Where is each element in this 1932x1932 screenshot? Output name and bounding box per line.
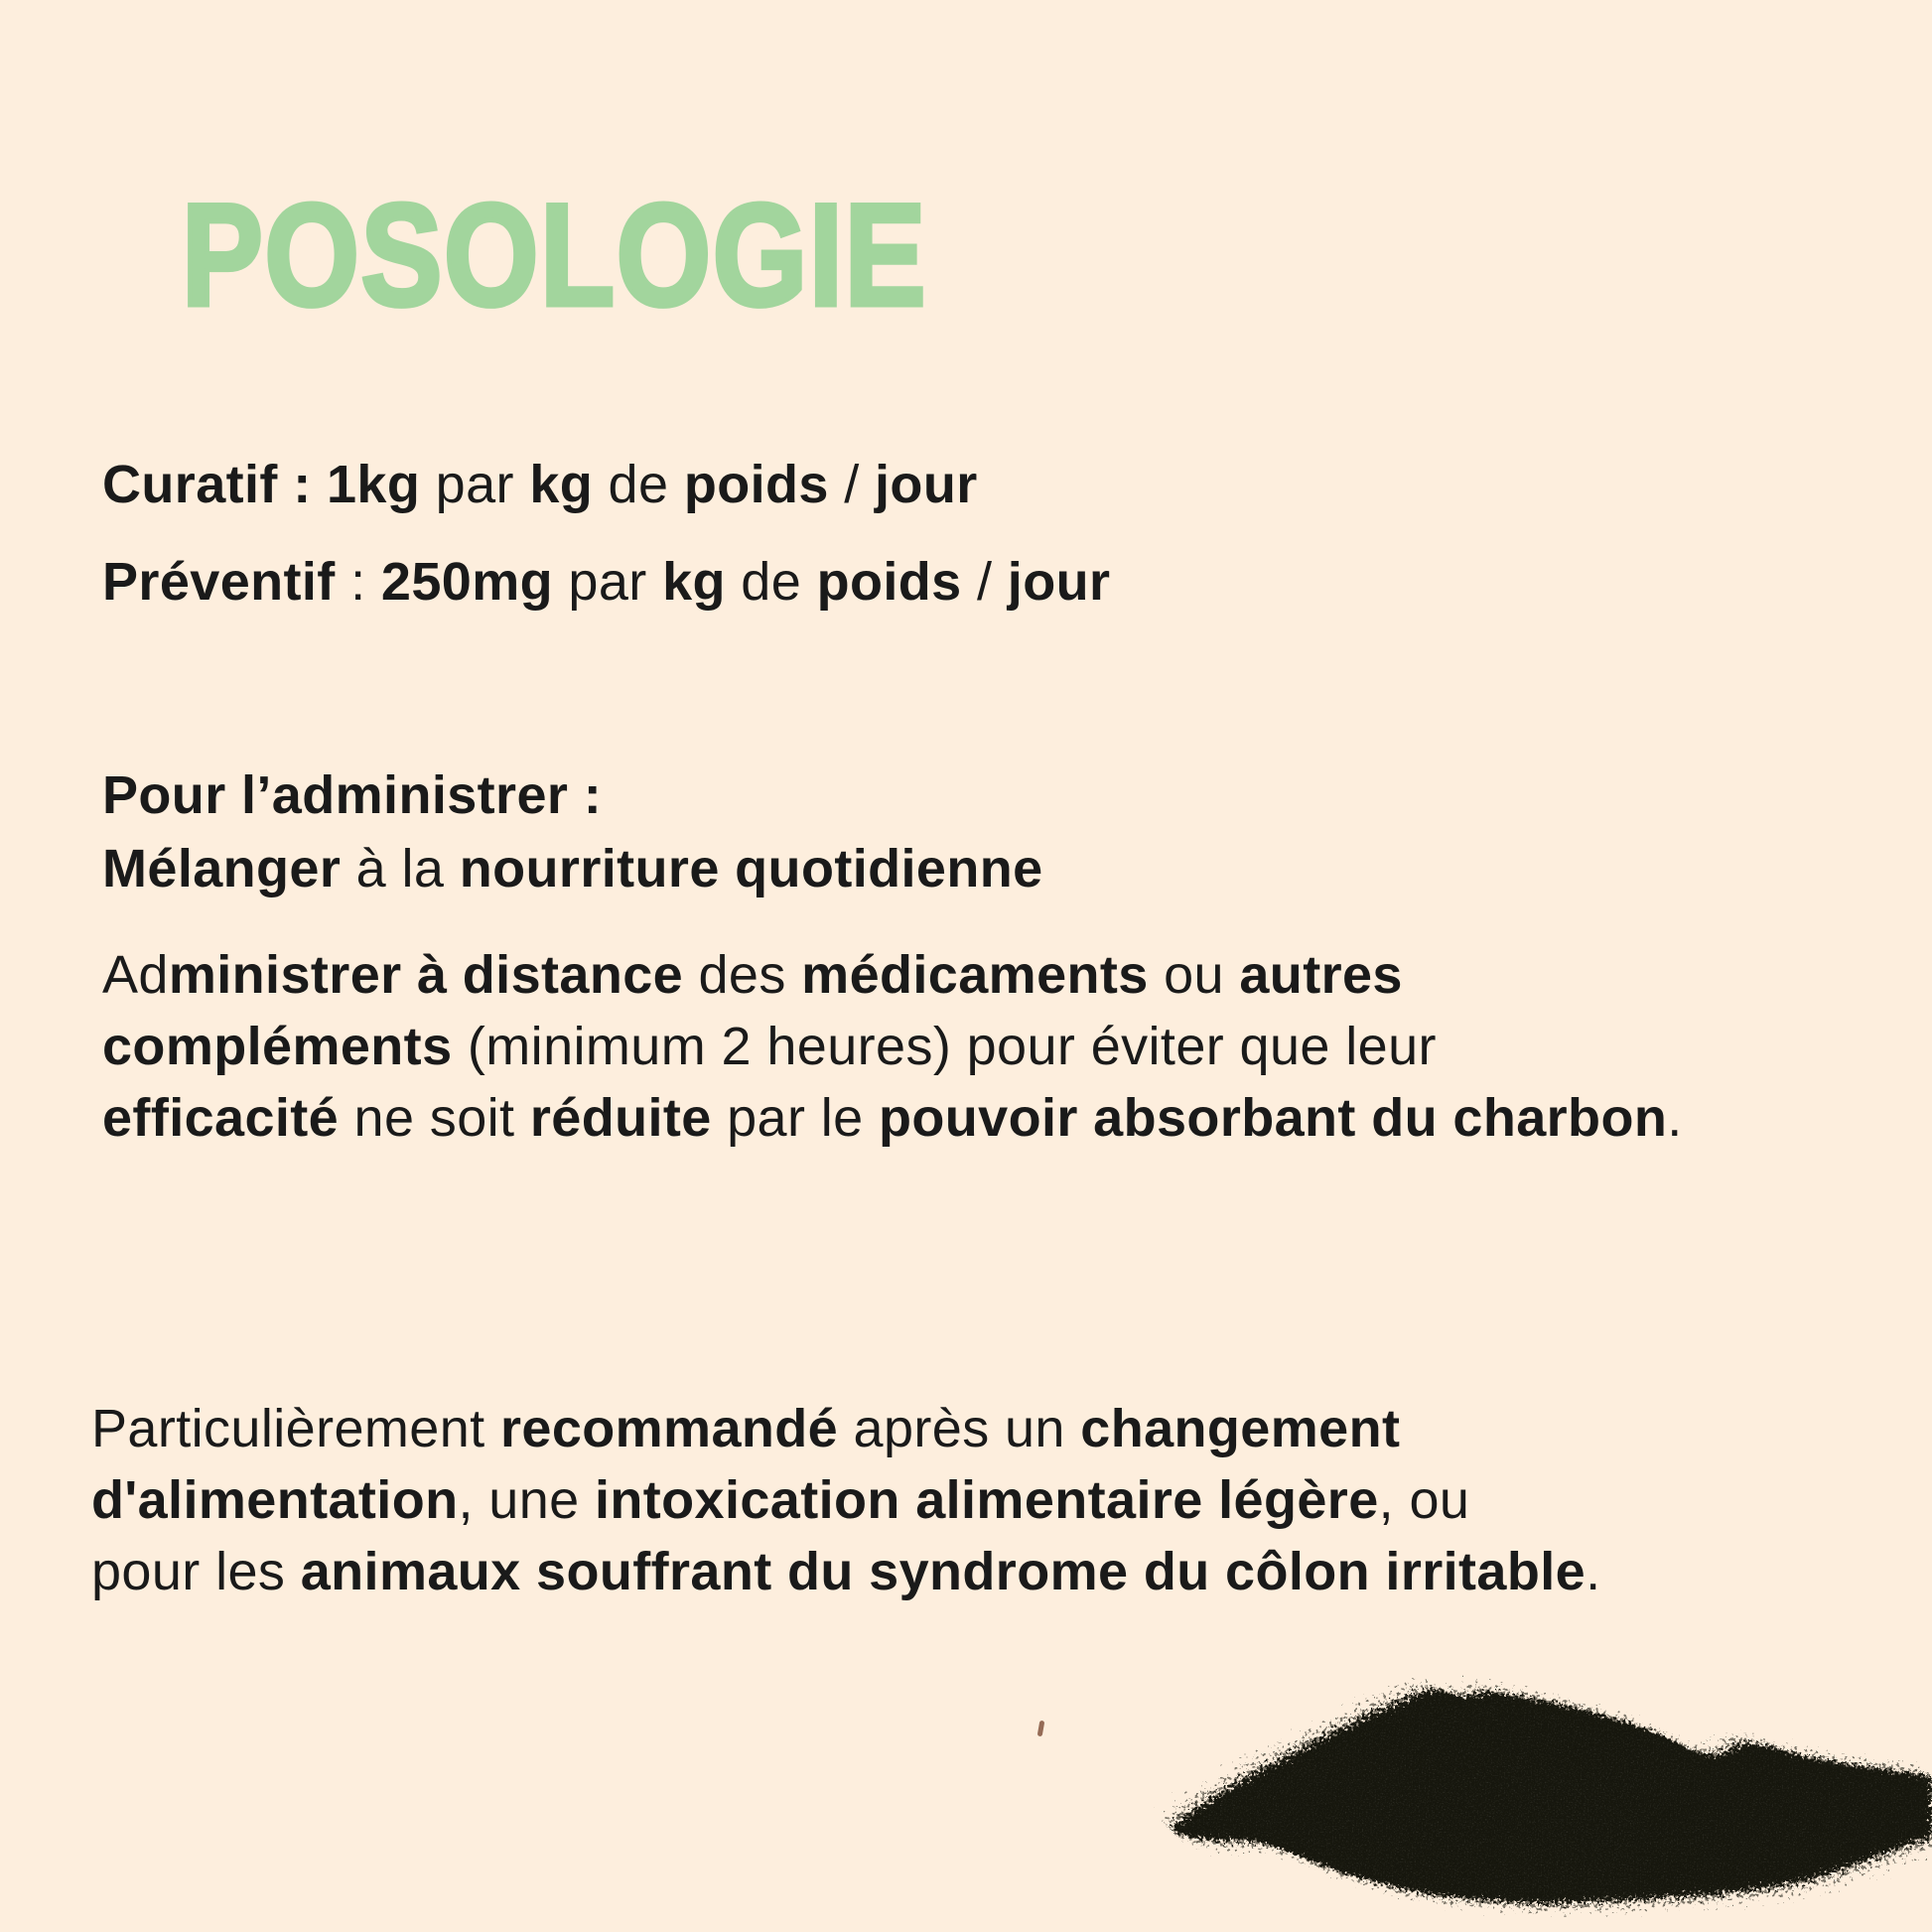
dosage-preventif-line: Préventif : 250mg par kg de poids / jour (102, 552, 1111, 612)
text-line: Mélanger à la nourriture quotidienne (102, 839, 1043, 898)
text-line: Pour l’administrer : (102, 765, 603, 825)
medication-spacing-paragraph (102, 939, 1683, 1154)
text-line: compléments (minimum 2 heures) pour éviter que leur (102, 1017, 1437, 1076)
text-line: efficacité ne soit réduite par le pouvoir absorbant du charbon. (102, 1088, 1683, 1148)
recommendation-paragraph (91, 1393, 1601, 1607)
text-line: Particulièrement recommandé après un changement (91, 1399, 1401, 1458)
dosage-curatif-line: Curatif : 1kg par kg de poids / jour (102, 455, 978, 514)
text-line: Administrer à distance des médicaments ou autres (102, 945, 1403, 1005)
charcoal-pile-image (1110, 1646, 1932, 1932)
dust-speck (1037, 1721, 1045, 1737)
text-line: pour les animaux souffrant du syndrome du côlon irritable. (91, 1542, 1601, 1601)
page-title: POSOLOGIE (182, 174, 928, 336)
administration-instructions (102, 759, 1043, 905)
text-line: d'alimentation, une intoxication alimentaire légère, ou (91, 1470, 1470, 1530)
